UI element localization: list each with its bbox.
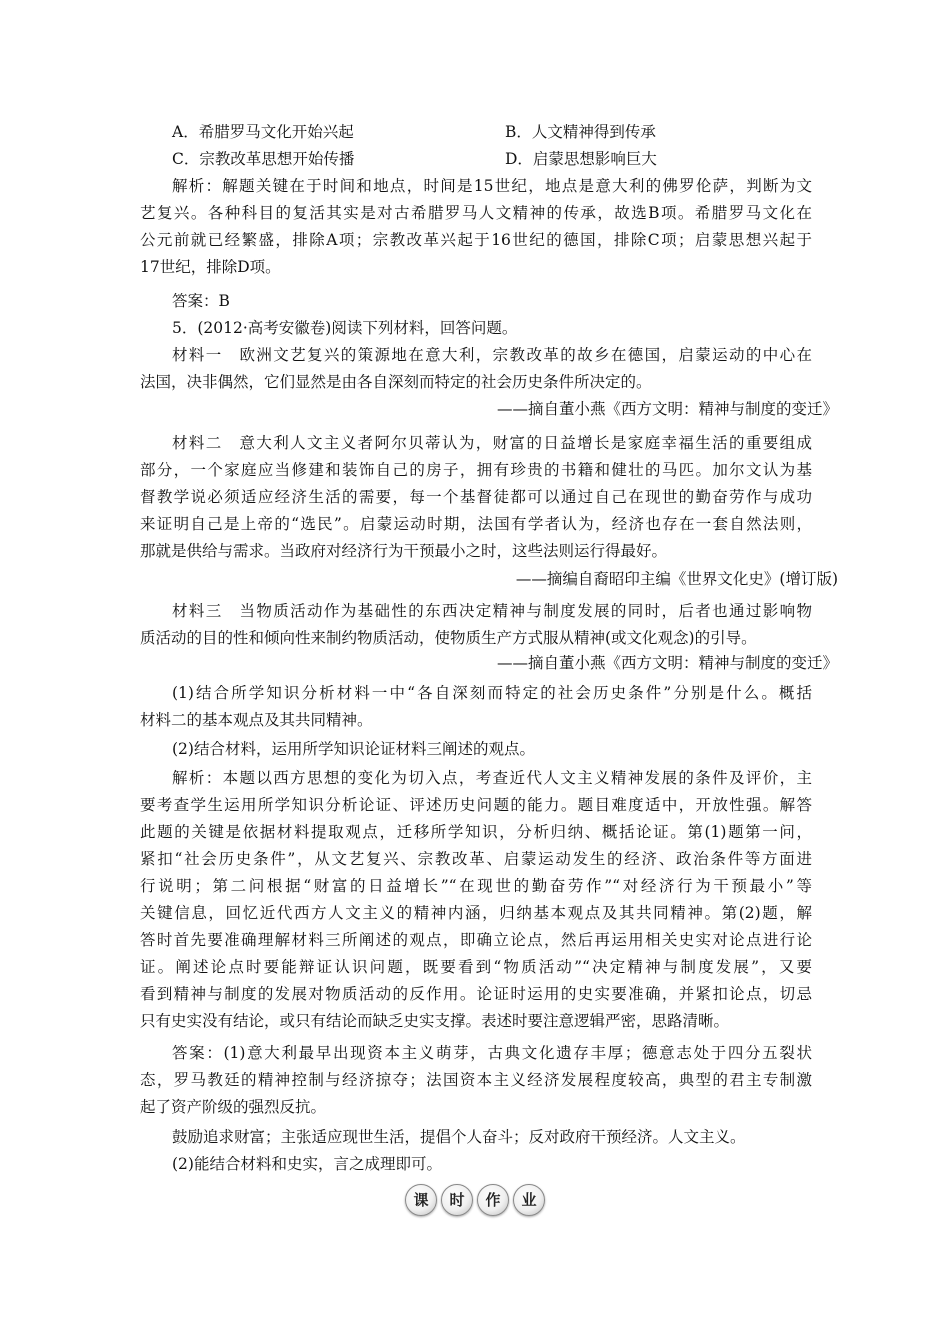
material-3-line-2: 质活动的目的性和倾向性来制约物质活动，使物质生产方式服从精神(或文化观念)的引导。 <box>140 629 757 647</box>
option-c: C．宗教改革思想开始传播 <box>172 150 355 168</box>
material-3-line-1: 材料三 当物质活动作为基础性的东西决定精神与制度发展的同时，后者也通过影响物 <box>172 602 812 620</box>
options-row-2 <box>140 146 812 172</box>
analysis-2-line-7: 答时首先要准确理解材料三所阐述的观点，即确立论点，然后再运用相关史实对论点进行论 <box>140 931 812 949</box>
material-1-line-2: 法国，决非偶然，它们显然是由各自深刻而特定的社会历史条件所决定的。 <box>140 373 652 391</box>
analysis-1-line-1: 解析：解题关键在于时间和地点，时间是15世纪，地点是意大利的佛罗伦萨，判断为文 <box>172 177 812 195</box>
section-heading-badges <box>0 1184 950 1216</box>
answer-2-part-b: 鼓励追求财富；主张适应现世生活，提倡个人奋斗；反对政府干预经济。人文主义。 <box>172 1128 746 1146</box>
analysis-2-line-3: 此题的关键是依据材料提取观点，迁移所学知识，分析归纳、概括论证。第(1)题第一问， <box>140 823 812 841</box>
analysis-2-line-2: 要考查学生运用所学知识分析论证、评述历史问题的能力。题目难度适中，开放性强。解答 <box>140 796 812 814</box>
answer-1: 答案：B <box>172 292 230 310</box>
option-b: B．人文精神得到传承 <box>505 123 656 141</box>
material-2-line-4: 来证明自己是上帝的“选民”。启蒙运动时期，法国有学者认为，经济也存在一套自然法则， <box>140 515 812 533</box>
badge-zuo: 作 <box>477 1184 509 1216</box>
badge-ke: 课 <box>405 1184 437 1216</box>
analysis-1-line-3: 公元前就已经繁盛，排除A项；宗教改革兴起于16世纪的德国，排除C项；启蒙思想兴起于 <box>140 231 812 249</box>
material-2-line-2: 部分，一个家庭应当修建和装饰自己的房子，拥有珍贵的书籍和健壮的马匹。加尔文认为基 <box>140 461 812 479</box>
question-1-line-2: 材料二的基本观点及其共同精神。 <box>140 711 373 729</box>
answer-2-line-2: 态，罗马教廷的精神控制与经济掠夺；法国资本主义经济发展程度较高，典型的君主专制激 <box>140 1071 812 1089</box>
badge-shi: 时 <box>441 1184 473 1216</box>
answer-2-line-3: 起了资产阶级的强烈反抗。 <box>140 1098 327 1116</box>
material-2-line-1: 材料二 意大利人文主义者阿尔贝蒂认为，财富的日益增长是家庭幸福生活的重要组成 <box>172 434 812 452</box>
question-5: 5．(2012·高考安徽卷)阅读下列材料，回答问题。 <box>172 319 518 337</box>
material-2-source: ——摘编自裔昭印主编《世界文化史》(增订版) <box>515 570 838 588</box>
analysis-2-line-1: 解析：本题以西方思想的变化为切入点，考查近代人文主义精神发展的条件及评价，主 <box>172 769 812 787</box>
analysis-2-line-5: 行说明；第二问根据“财富的日益增长”“在现世的勤奋劳作”“对经济行为干预最小”等 <box>140 877 812 895</box>
analysis-2-line-9: 看到精神与制度的发展对物质活动的反作用。论证时运用的史实要准确，并紧扣论点，切忌 <box>140 985 812 1003</box>
options-row-1 <box>140 119 812 145</box>
material-3-source: ——摘自董小燕《西方文明：精神与制度的变迁》 <box>496 654 838 672</box>
answer-2-line-1: 答案：(1)意大利最早出现资本主义萌芽，古典文化遗存丰厚；德意志处于四分五裂状 <box>172 1044 812 1062</box>
option-d: D．启蒙思想影响巨大 <box>505 150 657 168</box>
material-1-source: ——摘自董小燕《西方文明：精神与制度的变迁》 <box>496 400 838 418</box>
question-1-line-1: (1)结合所学知识分析材料一中“各自深刻而特定的社会历史条件”分别是什么。概括 <box>172 684 812 702</box>
analysis-1-line-4: 17世纪，排除D项。 <box>140 258 281 276</box>
analysis-2-line-10: 只有史实没有结论，或只有结论而缺乏史实支撑。表述时要注意逻辑严密，思路清晰。 <box>140 1012 730 1030</box>
analysis-1-line-2: 艺复兴。各种科目的复活其实是对古希腊罗马人文精神的传承，故选B项。希腊罗马文化在 <box>140 204 812 222</box>
material-2-line-5: 那就是供给与需求。当政府对经济行为干预最小之时，这些法则运行得最好。 <box>140 542 668 560</box>
analysis-2-line-6: 关键信息，回忆近代西方人文主义的精神内涵，归纳基本观点及其共同精神。第(2)题，解 <box>140 904 812 922</box>
answer-2-part-c: (2)能结合材料和史实，言之成理即可。 <box>172 1155 442 1173</box>
analysis-2-line-4: 紧扣“社会历史条件”，从文艺复兴、宗教改革、启蒙运动发生的经济、政治条件等方面进 <box>140 850 812 868</box>
option-a: A．希腊罗马文化开始兴起 <box>172 123 354 141</box>
material-2-line-3: 督教学说必须适应经济生活的需要，每一个基督徒都可以通过自己在现世的勤奋劳作与成功 <box>140 488 812 506</box>
material-1-line-1: 材料一 欧洲文艺复兴的策源地在意大利，宗教改革的故乡在德国，启蒙运动的中心在 <box>172 346 812 364</box>
question-2: (2)结合材料，运用所学知识论证材料三阐述的观点。 <box>172 740 535 758</box>
analysis-2-line-8: 证。阐述论点时要能辩证认识问题，既要看到“物质活动”“决定精神与制度发展”，又要 <box>140 958 812 976</box>
badge-ye: 业 <box>513 1184 545 1216</box>
